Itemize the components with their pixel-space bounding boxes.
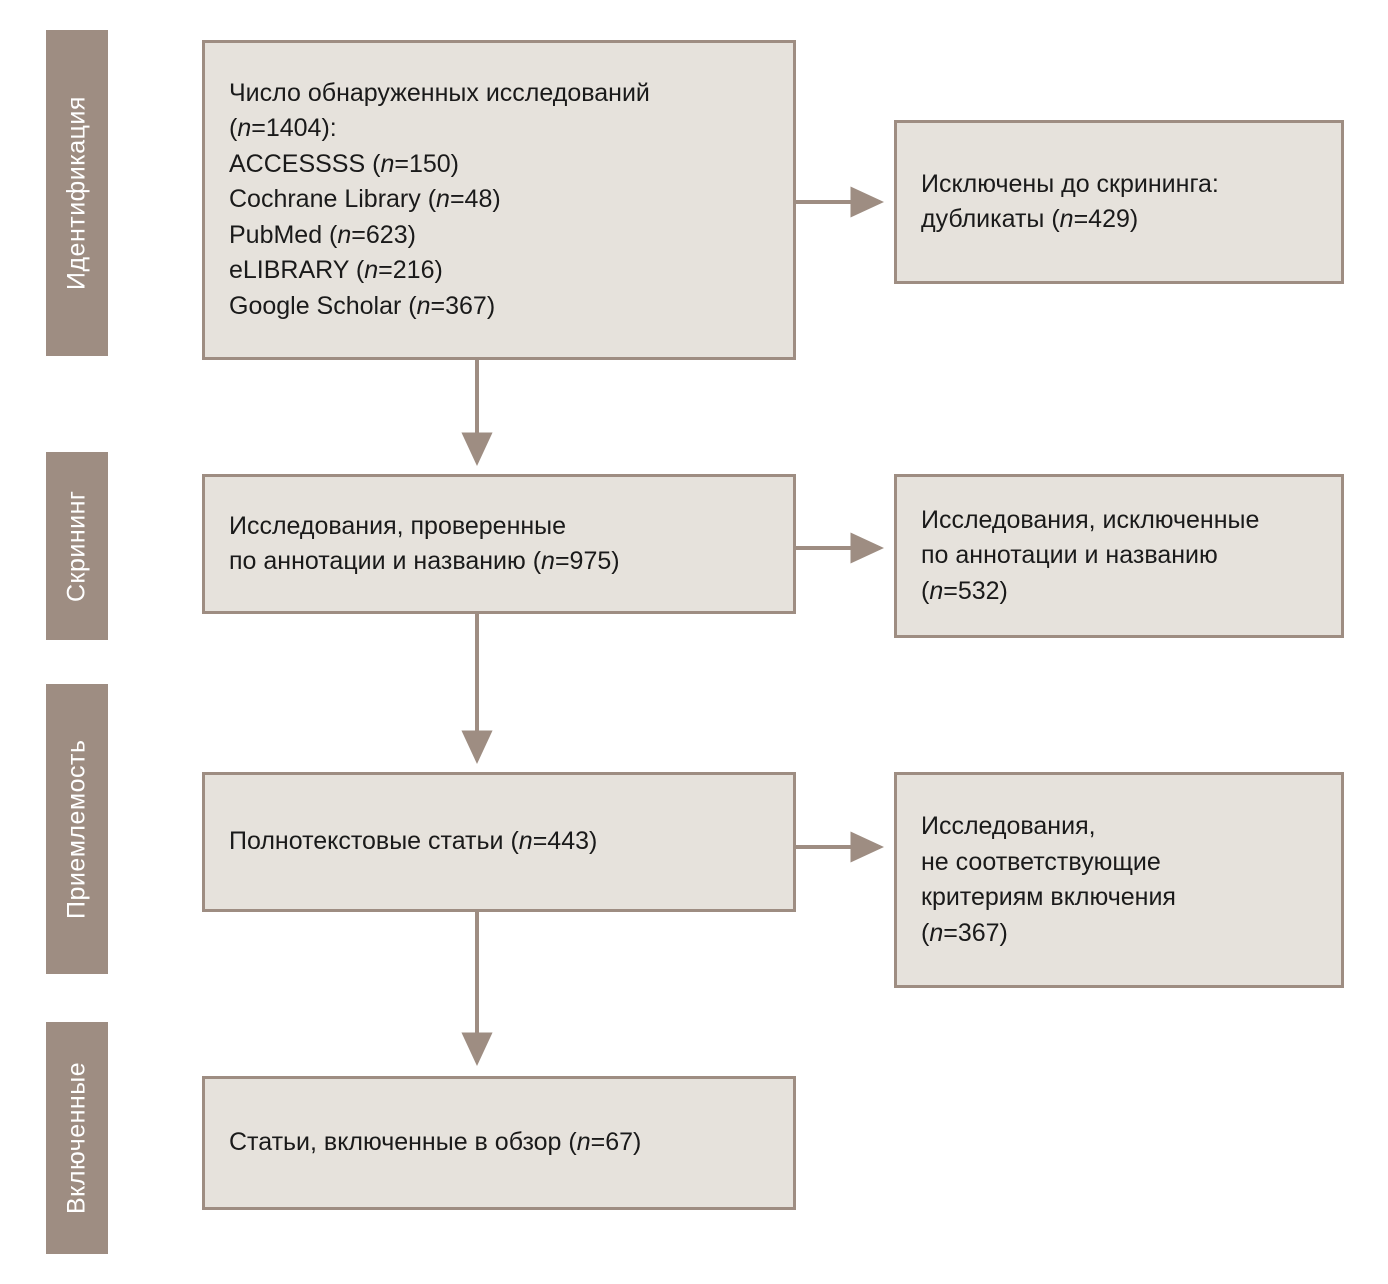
box-records-screened xyxy=(202,474,796,614)
stage-label-identification xyxy=(46,30,108,356)
box-full-text-excluded xyxy=(894,772,1344,988)
stage-label-screening-text: Скрининг xyxy=(62,490,91,602)
box-duplicates-removed-text: Исключены до скрининга: дубликаты (n=429) xyxy=(921,169,1219,233)
box-records-screened-text: Исследования, проверенные по аннотации и названию (n=975) xyxy=(229,511,620,575)
box-full-text-articles-text: Полнотекстовые статьи (n=443) xyxy=(229,827,598,856)
box-records-excluded-screening-text: Исследования, исключенные по аннотации и названию (n=532) xyxy=(921,505,1260,605)
box-studies-included xyxy=(202,1076,796,1210)
stage-label-eligibility-text: Приемлемость xyxy=(62,739,91,919)
box-duplicates-removed xyxy=(894,120,1344,284)
box-identification-records xyxy=(202,40,796,360)
stage-label-included-text: Включенные xyxy=(62,1061,91,1215)
stage-label-included xyxy=(46,1022,108,1254)
box-full-text-articles xyxy=(202,772,796,912)
stage-label-eligibility xyxy=(46,684,108,974)
stage-label-identification-text: Идентификация xyxy=(62,96,91,290)
box-studies-included-text: Статьи, включенные в обзор (n=67) xyxy=(229,1128,642,1157)
box-identification-records-text: Число обнаруженных исследований (n=1404): ACCESSSS (n=150) Cochrane Library (n=48) PubMed (n=623) eLIBRARY (n=216) Google Scholar (n=367) xyxy=(229,78,650,320)
stage-label-screening xyxy=(46,452,108,640)
box-records-excluded-screening xyxy=(894,474,1344,638)
box-full-text-excluded-text: Исследования, не соответствующие критериям включения (n=367) xyxy=(921,812,1176,947)
